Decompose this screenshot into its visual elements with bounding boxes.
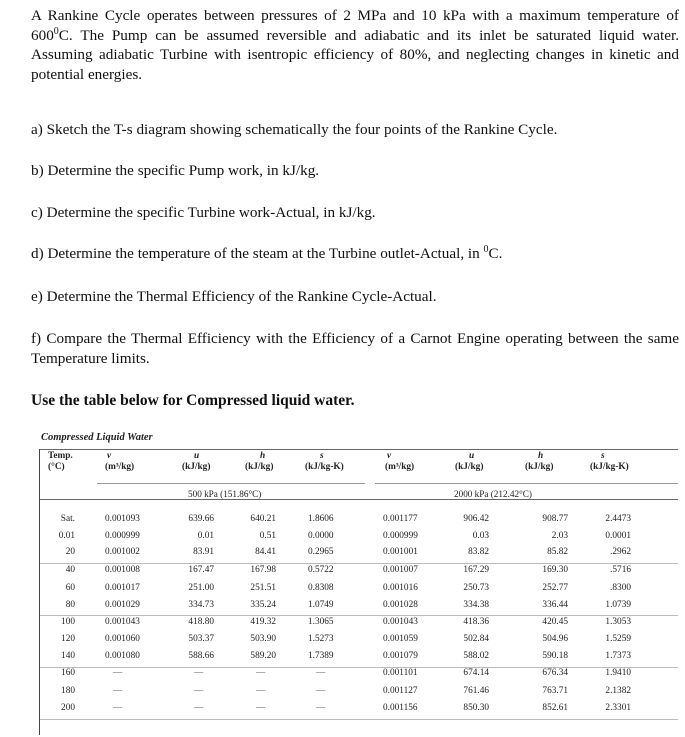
header-v2-unit: (m³/kg): [385, 462, 415, 472]
table-cell-v2: 0.001156: [383, 703, 418, 713]
table-cell-v1: 0.001017: [105, 583, 140, 593]
table-cell-h2: 252.77: [542, 583, 568, 593]
table-cell-h2: 908.77: [542, 514, 568, 524]
question-d-unit: C.: [488, 245, 503, 262]
table-cell-s2: .8300: [610, 583, 631, 593]
question-c: c) Determine the specific Turbine work-Actual, in kJ/kg.: [31, 204, 376, 221]
header-v2: v: [387, 451, 392, 461]
table-cell-u1: 251.00: [188, 583, 214, 593]
table-title: Compressed Liquid Water: [41, 432, 153, 443]
table-cell-v1: 0.001043: [105, 617, 140, 627]
question-a: a) Sketch the T-s diagram showing schematically the four points of the Rankine Cycle.: [31, 121, 558, 138]
intro-text-rest: C. The Pump can be assumed reversible and adiabatic and its inlet be saturated liquid water. Assuming adiabatic Turbine with isentropic efficiency of 80%, and neglecting changes in kinetic and potential energies.: [31, 26, 679, 83]
table-cell-u2: 674.14: [463, 668, 489, 678]
question-d-text: d) Determine the temperature of the steam at the Turbine outlet-Actual, in: [31, 245, 484, 262]
table-cell-h2: 504.96: [542, 634, 568, 644]
header-temp: Temp.: [48, 451, 73, 461]
table-cell-t: 160: [61, 668, 75, 678]
table-cell-u2: 0.03: [472, 531, 489, 541]
table-cell-u1: 334.73: [188, 600, 214, 610]
table-cell-v1: 0.000999: [105, 531, 140, 541]
group-header-500kpa: 500 kPa (151.86°C): [188, 489, 262, 499]
header-s1: s: [320, 451, 324, 461]
table-cell-h1: 503.90: [250, 634, 276, 644]
table-cell-s2: 2.3301: [605, 703, 631, 713]
table-cell-v1: 0.001080: [105, 651, 140, 661]
table-cell-h2: 169.30: [542, 565, 568, 575]
table-cell-t: 80: [65, 600, 75, 610]
table-cell-v2: 0.000999: [383, 531, 418, 541]
row-rule: [40, 615, 678, 616]
table-cell-u2: 761.46: [463, 686, 489, 696]
table-cell-h2: 763.71: [542, 686, 568, 696]
table-cell-u1: —: [194, 703, 204, 713]
table-cell-s1: 1.8606: [308, 514, 334, 524]
table-cell-u1: 0.01: [197, 531, 214, 541]
table-cell-v1: 0.001060: [105, 634, 140, 644]
table-cell-u2: 418.36: [463, 617, 489, 627]
table-cell-s2: 2.4473: [605, 514, 631, 524]
table-cell-s2: .5716: [610, 565, 631, 575]
table-cell-t: 60: [65, 583, 75, 593]
table-cell-t: 200: [61, 703, 75, 713]
table-cell-v2: 0.001079: [383, 651, 418, 661]
table-cell-v2: 0.001127: [383, 686, 418, 696]
degree-sup: 0: [53, 25, 59, 37]
header-u2: u: [469, 451, 475, 461]
table-cell-s1: 1.0749: [308, 600, 334, 610]
table-cell-s1: 0.5722: [308, 565, 334, 575]
table-cell-t: 100: [61, 617, 75, 627]
table-cell-h1: 419.32: [250, 617, 276, 627]
table-cell-h1: —: [256, 686, 266, 696]
table-cell-s2: 1.7373: [605, 651, 631, 661]
table-cell-s1: —: [316, 668, 326, 678]
table-cell-t: 20: [65, 547, 75, 557]
table-cell-s2: 2.1382: [605, 686, 631, 696]
table-cell-t: 120: [61, 634, 75, 644]
header-v1-unit: (m³/kg): [105, 462, 135, 472]
group2-rule: [375, 483, 678, 484]
table-cell-t: 180: [61, 686, 75, 696]
table-cell-s2: .2962: [610, 547, 631, 557]
table-cell-s1: 0.2965: [308, 547, 334, 557]
table-cell-t: Sat.: [60, 514, 75, 524]
table-cell-t: 140: [61, 651, 75, 661]
header-u2-unit: (kJ/kg): [455, 462, 484, 472]
header-s2: s: [601, 451, 605, 461]
table-cell-v1: —: [113, 703, 123, 713]
table-cell-s1: 0.8308: [308, 583, 334, 593]
row-rule: [40, 719, 678, 720]
intro-text: A Rankine Cycle operates between pressures of 2 MPa and 10 kPa with a maximum temperature of 600: [31, 7, 679, 44]
question-b: b) Determine the specific Pump work, in kJ/kg.: [31, 162, 320, 179]
table-cell-u1: 588.66: [188, 651, 214, 661]
table-cell-u1: —: [194, 686, 204, 696]
table-cell-u2: 83.82: [468, 547, 489, 557]
table-cell-u1: 418.80: [188, 617, 214, 627]
table-cell-v1: 0.001002: [105, 547, 140, 557]
question-f: f) Compare the Thermal Efficiency with the Efficiency of a Carnot Engine operating between the same Temperature limits.: [31, 330, 679, 367]
table-cell-v2: 0.001101: [383, 668, 418, 678]
table-cell-u1: 167.47: [188, 565, 214, 575]
group1-rule: [97, 483, 365, 484]
table-cell-h1: 84.41: [255, 547, 276, 557]
table-cell-s2: 1.9410: [605, 668, 631, 678]
table-cell-v1: 0.001093: [105, 514, 140, 524]
table-cell-u1: 639.66: [188, 514, 214, 524]
table-cell-v2: 0.001007: [383, 565, 418, 575]
table-cell-v2: 0.001016: [383, 583, 418, 593]
table-cell-h2: 590.18: [542, 651, 568, 661]
table-cell-h2: 852.61: [542, 703, 568, 713]
table-cell-h1: —: [256, 668, 266, 678]
table-cell-h1: 251.51: [250, 583, 276, 593]
table-header-rule: [40, 499, 678, 500]
header-u1: u: [194, 451, 200, 461]
table-cell-h2: 420.45: [542, 617, 568, 627]
table-cell-s1: 1.5273: [308, 634, 334, 644]
header-temp-unit: (°C): [48, 462, 65, 472]
table-top-rule: [40, 449, 678, 450]
table-cell-v2: 0.001001: [383, 547, 418, 557]
table-cell-u2: 502.84: [463, 634, 489, 644]
table-cell-s2: 1.0739: [605, 600, 631, 610]
table-cell-u2: 588.02: [463, 651, 489, 661]
table-cell-h2: 2.03: [551, 531, 568, 541]
header-h2-unit: (kJ/kg): [525, 462, 554, 472]
table-cell-s2: 0.0001: [605, 531, 631, 541]
header-s2-unit: (kJ/kg-K): [590, 462, 629, 472]
table-cell-u1: —: [194, 668, 204, 678]
table-cell-h1: —: [256, 703, 266, 713]
table-cell-v2: 0.001059: [383, 634, 418, 644]
header-h1-unit: (kJ/kg): [245, 462, 274, 472]
header-v1: v: [107, 451, 112, 461]
table-cell-s1: 1.3065: [308, 617, 334, 627]
table-cell-s2: 1.5259: [605, 634, 631, 644]
table-cell-h1: 167.98: [250, 565, 276, 575]
table-cell-s1: —: [316, 686, 326, 696]
question-d: [31, 244, 679, 264]
table-cell-v1: —: [113, 668, 123, 678]
table-cell-u2: 906.42: [463, 514, 489, 524]
table-cell-h1: 589.20: [250, 651, 276, 661]
table-cell-v1: 0.001008: [105, 565, 140, 575]
table-cell-u2: 250.73: [463, 583, 489, 593]
table-cell-v2: 0.001177: [383, 514, 418, 524]
table-cell-h1: 640.21: [250, 514, 276, 524]
table-cell-h1: 335.24: [250, 600, 276, 610]
table-cell-v1: 0.001029: [105, 600, 140, 610]
group-header-2000kpa: 2000 kPa (212.42°C): [454, 489, 532, 499]
table-cell-s1: 0.0000: [308, 531, 334, 541]
header-u1-unit: (kJ/kg): [182, 462, 211, 472]
header-h2: h: [538, 451, 544, 461]
table-cell-h2: 676.34: [542, 668, 568, 678]
table-cell-h1: 0.51: [259, 531, 276, 541]
table-cell-u2: 334.38: [463, 600, 489, 610]
table-cell-u1: 83.91: [193, 547, 214, 557]
table-cell-h2: 336.44: [542, 600, 568, 610]
question-e: e) Determine the Thermal Efficiency of the Rankine Cycle-Actual.: [31, 288, 437, 305]
table-cell-h2: 85.82: [547, 547, 568, 557]
table-cell-v2: 0.001028: [383, 600, 418, 610]
table-cell-t: 0.01: [58, 531, 75, 541]
table-cell-s1: 1.7389: [308, 651, 334, 661]
table-cell-v2: 0.001043: [383, 617, 418, 627]
table-cell-v1: —: [113, 686, 123, 696]
degree-sup: 0: [483, 243, 489, 255]
table-cell-u2: 850.30: [463, 703, 489, 713]
header-h1: h: [260, 451, 266, 461]
row-rule: [40, 563, 678, 564]
table-cell-s2: 1.3053: [605, 617, 631, 627]
header-s1-unit: (kJ/kg-K): [305, 462, 344, 472]
table-cell-t: 40: [65, 565, 75, 575]
table-cell-u1: 503.37: [188, 634, 214, 644]
problem-intro: [31, 6, 679, 84]
table-note: Use the table below for Compressed liquid water.: [31, 392, 355, 409]
table-cell-u2: 167.29: [463, 565, 489, 575]
table-cell-s1: —: [316, 703, 326, 713]
